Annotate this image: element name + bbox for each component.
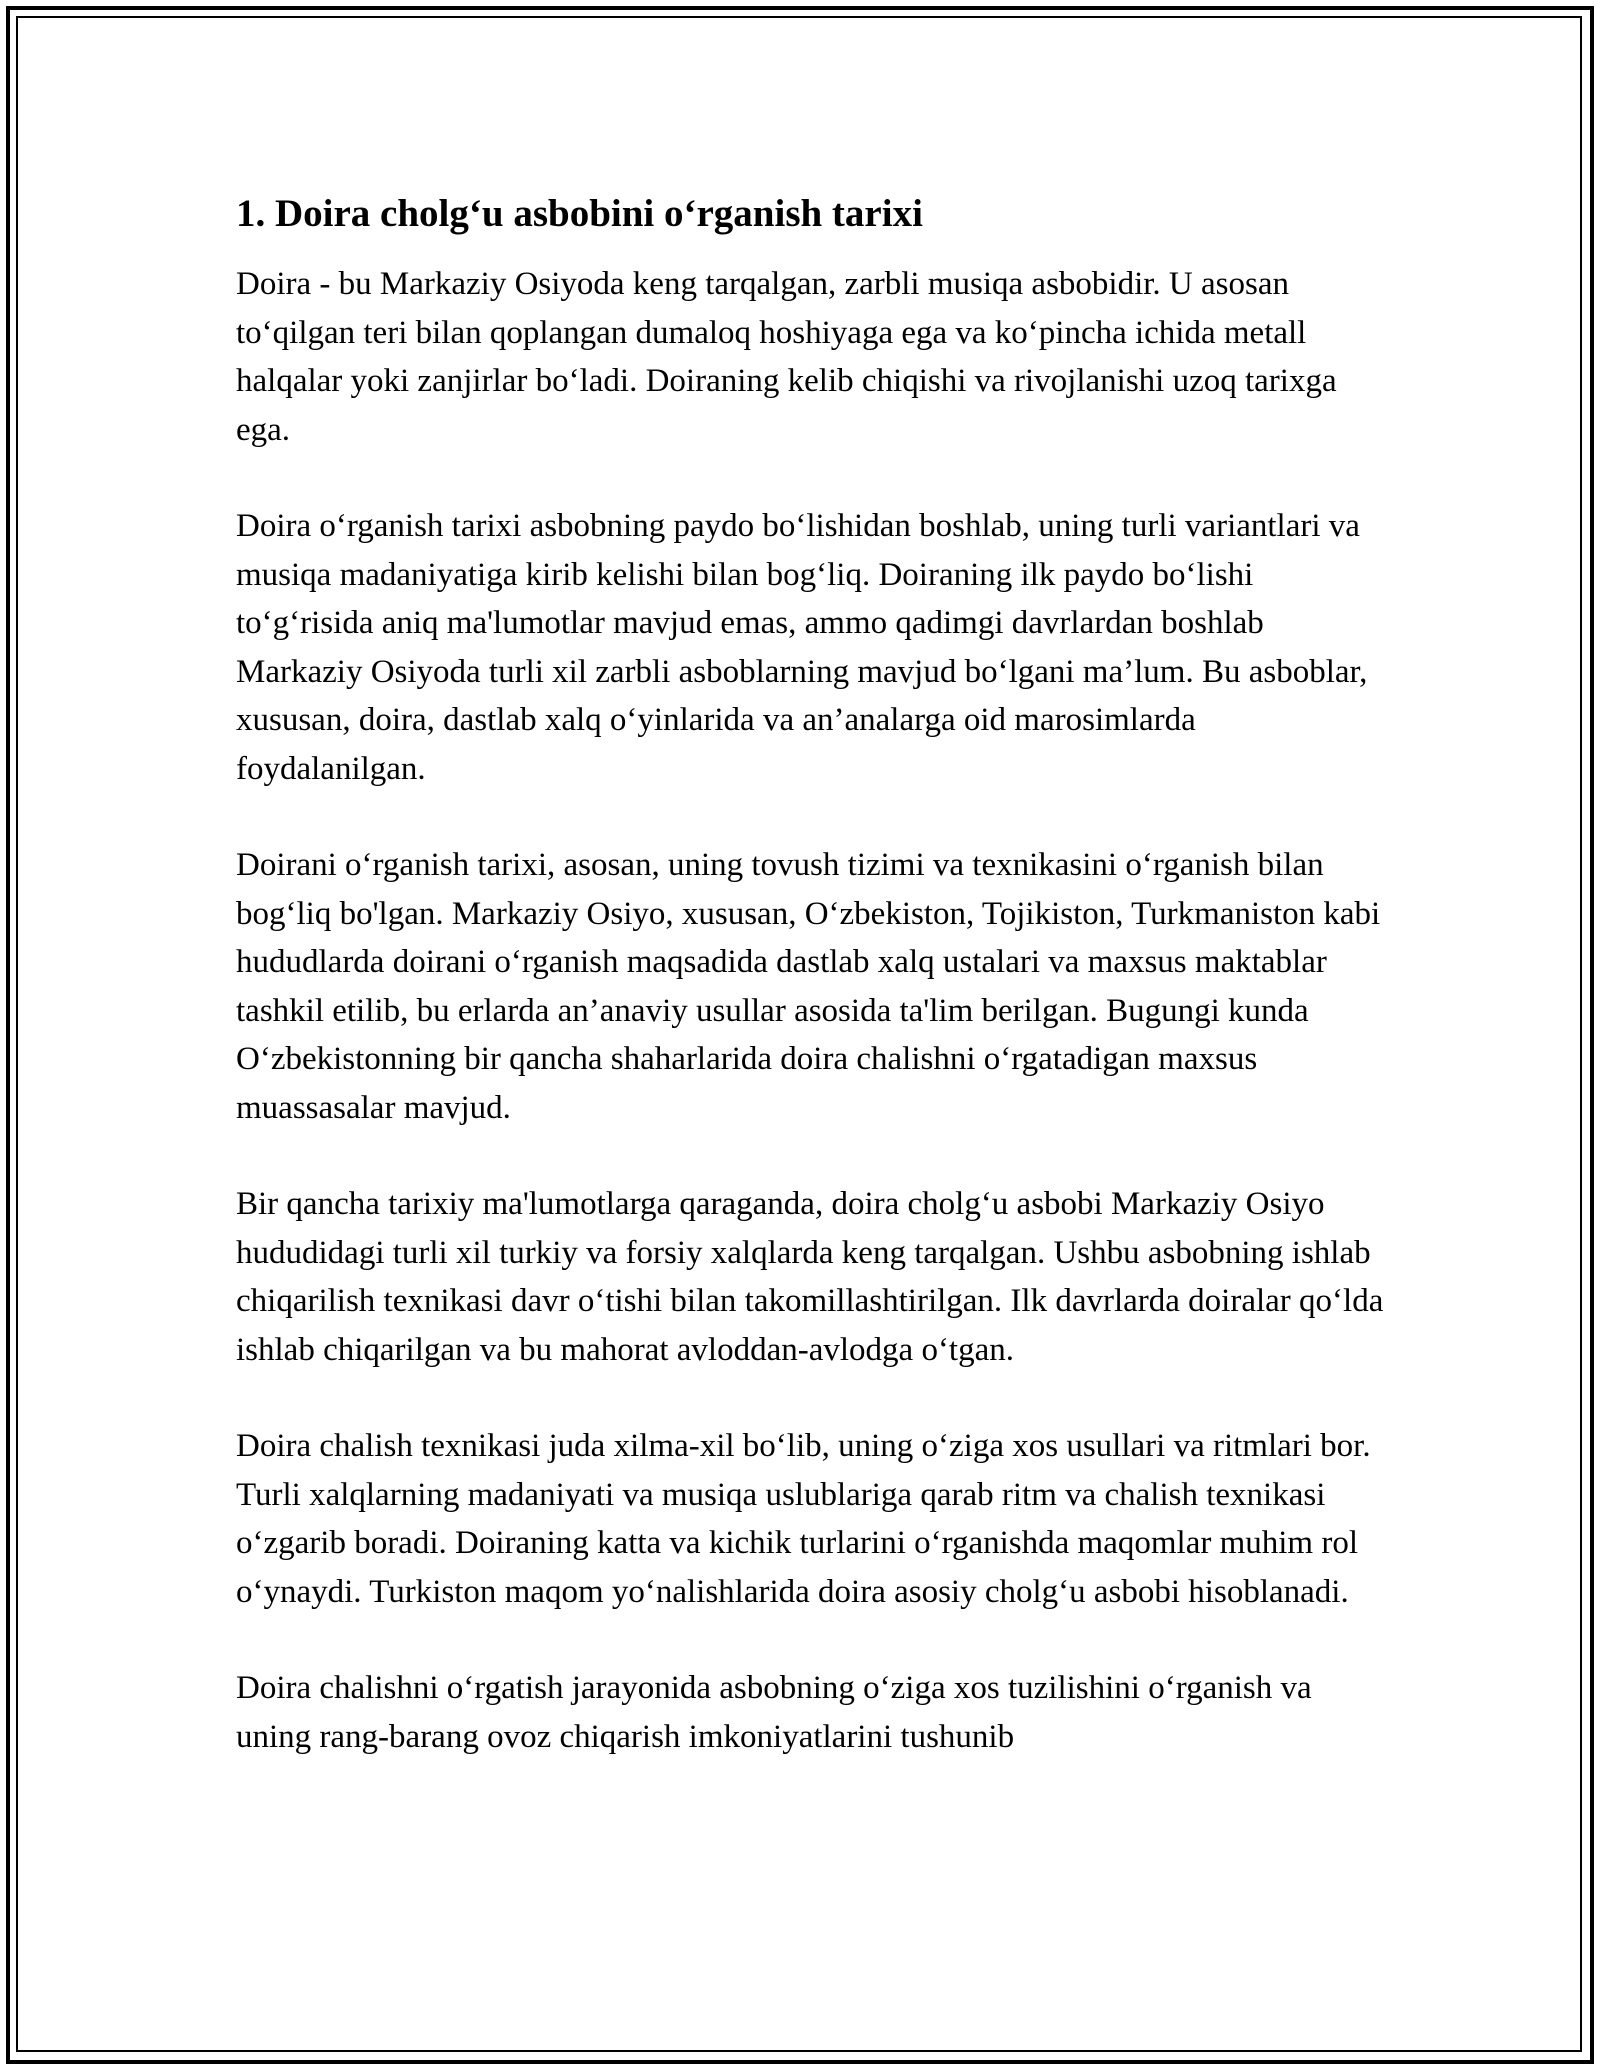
paragraph-6: Doira chalishni oʻrgatish jarayonida asbobning oʻziga xos tuzilishini oʻrganish va uning rang-barang ovoz chiqarish imkoniyatlarini tushunib bbox=[236, 1670, 1312, 1755]
section-heading: 1. Doira cholgʻu asbobini oʻrganish tarixi bbox=[236, 192, 923, 235]
document-body bbox=[236, 188, 1386, 1809]
paragraph-4: Bir qancha tarixiy ma'lumotlarga qaraganda, doira cholgʻu asbobi Markaziy Osiyo hududidagi turli xil turkiy va forsiy xalqlarda keng tarqalgan. Ushbu asbobning ishlab chiqarilish texnikasi davr oʻtishi bilan takomillashtirilgan. Ilk davrlarda doiralar qoʻlda ishlab chiqarilgan va bu mahorat avloddan-avlodga oʻtgan. bbox=[236, 1186, 1384, 1368]
paragraph-1: Doira - bu Markaziy Osiyoda keng tarqalgan, zarbli musiqa asbobidir. U asosan toʻqilgan teri bilan qoplangan dumaloq hoshiyaga ega va koʻpincha ichida metall halqalar yoki zanjirlar boʻladi. Doiraning kelib chiqishi va rivojlanishi uzoq tarixga ega. bbox=[236, 266, 1337, 448]
paragraph-3: Doirani oʻrganish tarixi, asosan, uning tovush tizimi va texnikasini oʻrganish bilan bogʻliq bo'lgan. Markaziy Osiyo, xususan, Oʻzbekiston, Tojikiston, Turkmaniston kabi hududlarda doirani oʻrganish maqsadida dastlab xalq ustalari va maxsus maktablar tashkil etilib, bu erlarda an’anaviy usullar asosida ta'lim berilgan. Bugungi kunda Oʻzbekistonning bir qancha shaharlarida doira chalishni oʻrgatadigan maxsus muassasalar mavjud. bbox=[236, 847, 1381, 1126]
paragraph-5: Doira chalish texnikasi juda xilma-xil boʻlib, uning oʻziga xos usullari va ritmlari bor. Turli xalqlarning madaniyati va musiqa uslublariga qarab ritm va chalish texnikasi oʻzgarib boradi. Doiraning katta va kichik turlarini oʻrganishda maqomlar muhim rol oʻynaydi. Turkiston maqom yoʻnalishlarida doira asosiy cholgʻu asbobi hisoblanadi. bbox=[236, 1428, 1371, 1610]
paragraph-2: Doira oʻrganish tarixi asbobning paydo boʻlishidan boshlab, uning turli variantlari va musiqa madaniyatiga kirib kelishi bilan bogʻliq. Doiraning ilk paydo boʻlishi toʻgʻrisida aniq ma'lumotlar mavjud emas, ammo qadimgi davrlardan boshlab Markaziy Osiyoda turli xil zarbli asboblarning mavjud boʻlgani ma’lum. Bu asboblar, xususan, doira, dastlab xalq oʻyinlarida va an’analarga oid marosimlarda foydalanilgan. bbox=[236, 508, 1368, 787]
